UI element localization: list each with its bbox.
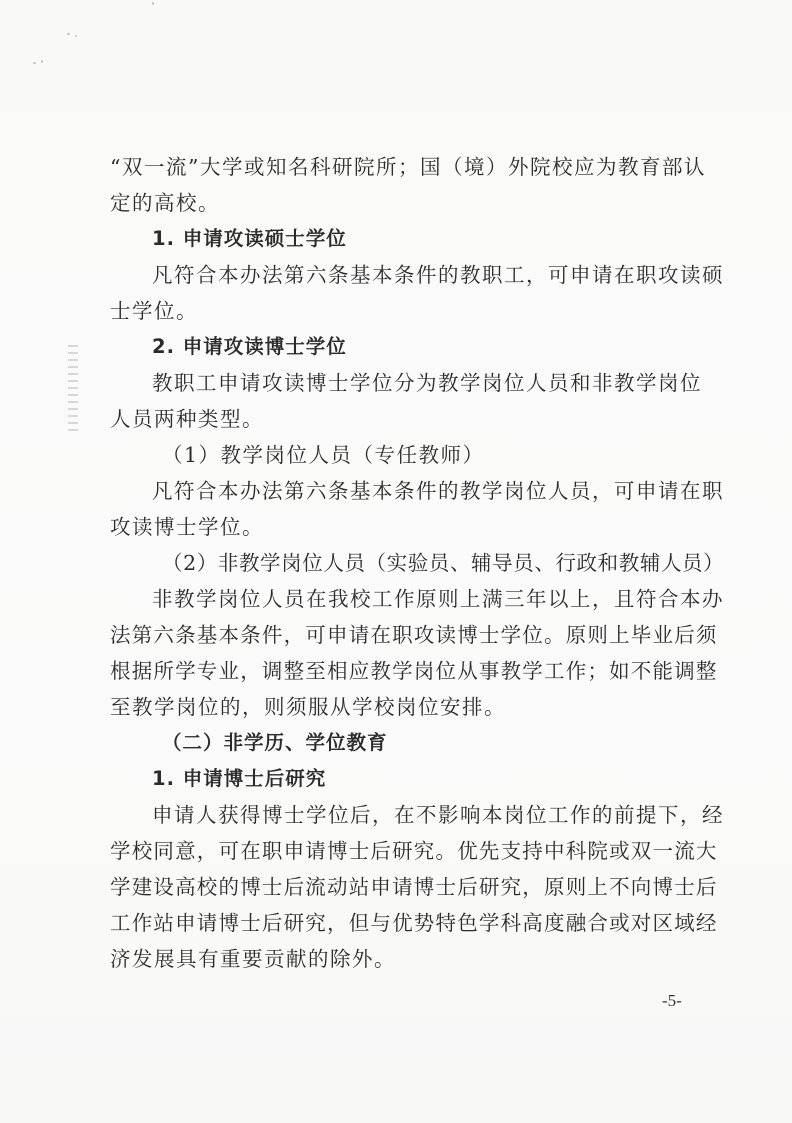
binding-hole-marks <box>68 345 78 435</box>
section-heading: 1. 申请博士后研究 <box>152 767 327 790</box>
paragraph-line: 根据所学专业，调整至相应教学岗位从事教学工作；如不能调整 <box>110 659 718 683</box>
section-heading: 2. 申请攻读博士学位 <box>152 335 347 358</box>
paragraph-line: 凡符合本办法第六条基本条件的教学岗位人员，可申请在职 <box>152 479 724 503</box>
paragraph-line: 凡符合本办法第六条基本条件的教职工，可申请在职攻读硕 <box>152 263 724 287</box>
scan-speck <box>33 62 36 64</box>
paragraph-line: 学建设高校的博士后流动站申请博士后研究，原则上不向博士后 <box>110 875 718 899</box>
paragraph-line: 申请人获得博士学位后，在不影响本岗位工作的前提下，经 <box>152 803 724 827</box>
scan-speck <box>41 60 43 63</box>
section-heading: 1. 申请攻读硕士学位 <box>152 227 347 250</box>
paragraph-line: 法第六条基本条件，可申请在职攻读博士学位。原则上毕业后须 <box>110 623 718 647</box>
subsection-heading: （2）非教学岗位人员（实验员、辅导员、行政和教辅人员） <box>162 551 725 575</box>
scan-speck <box>152 2 154 5</box>
page-number: -5- <box>662 991 682 1010</box>
paragraph-line: 定的高校。 <box>110 191 220 215</box>
paragraph-line: 工作站申请博士后研究，但与优势特色学科高度融合或对区域经 <box>110 911 718 935</box>
paragraph-line: 教职工申请攻读博士学位分为教学岗位人员和非教学岗位 <box>152 371 702 395</box>
paragraph-line: 人员两种类型。 <box>110 407 264 431</box>
paragraph-line: 济发展具有重要贡献的除外。 <box>110 947 396 971</box>
paragraph-line: 攻读博士学位。 <box>110 515 264 539</box>
paragraph-line: 至教学岗位的，则须服从学校岗位安排。 <box>110 695 506 719</box>
document-body <box>110 149 725 977</box>
subsection-heading: （1）教学岗位人员（专任教师） <box>162 443 485 467</box>
paragraph-line: “双一流”大学或知名科研院所；国（境）外院校应为教育部认 <box>110 155 706 179</box>
scan-speck <box>75 35 77 37</box>
paragraph-line: 学校同意，可在职申请博士后研究。优先支持中科院或双一流大 <box>110 839 718 863</box>
paragraph-line: 士学位。 <box>110 299 198 323</box>
section-heading: （二）非学历、学位教育 <box>162 731 388 754</box>
paragraph-line: 非教学岗位人员在我校工作原则上满三年以上，且符合本办 <box>152 587 724 611</box>
scan-speck <box>67 33 70 35</box>
